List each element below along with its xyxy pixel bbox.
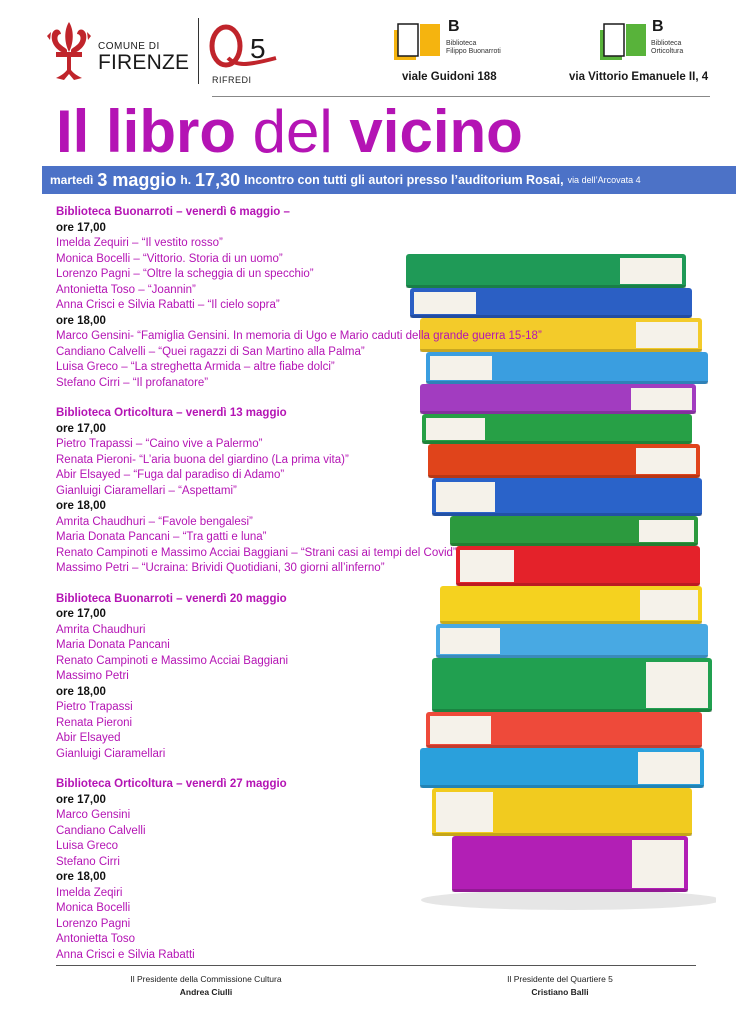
lib1-name-line1: Biblioteca (446, 40, 477, 47)
lib1-name-line2: Filippo Buonarroti (446, 48, 501, 55)
lib2-name-line1: Biblioteca (651, 40, 682, 47)
logo-divider (198, 18, 199, 84)
schedule (56, 205, 576, 978)
list-item: Gianluigi Ciaramellari (56, 747, 166, 760)
title-part2: del (252, 98, 333, 165)
list-item: Marco Gensini (56, 809, 131, 821)
signature-left-name: Andrea Ciulli (179, 987, 233, 997)
poster-title (56, 96, 523, 168)
slot-time: ore 17,00 (56, 793, 106, 806)
signature-right-role: Il Presidente del Quartiere 5 (507, 974, 613, 984)
lib2-address: via Vittorio Emanuele II, 4 (569, 71, 709, 83)
slot-time: ore 18,00 (56, 500, 106, 512)
comune-label: COMUNE DI (98, 41, 160, 52)
signature-right-name: Cristiano Balli (531, 987, 589, 997)
list-item: Amrita Chaudhuri – “Favole bengalesi” (56, 515, 253, 528)
section-3 (56, 592, 576, 763)
fleur-de-lis-logo (44, 18, 94, 86)
svg-text:5: 5 (250, 33, 266, 64)
biblioteca-buonarroti-logo (394, 22, 444, 62)
list-item: Monica Bocelli (56, 902, 131, 914)
list-item: Imelda Zequiri – “Il vestito rosso” (56, 237, 223, 249)
slot-time: ore 18,00 (56, 314, 106, 327)
list-item: Amrita Chaudhuri (56, 623, 146, 636)
list-item: Lorenzo Pagni (56, 917, 131, 930)
signature-left (96, 973, 316, 999)
list-item: Gianluigi Ciaramellari – “Aspettami” (56, 484, 237, 497)
section-title: Biblioteca Buonarroti – venerdì 20 maggio (56, 592, 287, 605)
list-item: Massimo Petri (56, 670, 129, 682)
comune-di-firenze-logo-text (98, 42, 189, 74)
lib1-address: viale Guidoni 188 (402, 71, 497, 83)
slot-time: ore 17,00 (56, 221, 106, 234)
banner-h: h. (180, 173, 192, 187)
section-4 (56, 777, 576, 963)
list-item: Imelda Zeqiri (56, 886, 123, 899)
section-title: Biblioteca Buonarroti – venerdì 6 maggio – (56, 206, 290, 218)
rifredi-label: RIFREDI (212, 75, 252, 85)
list-item: Renato Campinoti e Massimo Acciai Baggiani – “Strani casi ai tempi del Covid” (56, 546, 457, 559)
list-item: Marco Gensini- “Famiglia Gensini. In memoria di Ugo e Mario caduti della grande guerra 15-18” (56, 330, 542, 342)
list-item: Candiano Calvelli – “Quei ragazzi di San Martino alla Palma” (56, 345, 365, 358)
list-item: Monica Bocelli – “Vittorio. Storia di un uomo” (56, 252, 283, 265)
banner-text: Incontro con tutti gli autori presso l’auditorium Rosai, (244, 173, 564, 187)
list-item: Stefano Cirri (56, 855, 120, 868)
title-part1: Il libro (56, 98, 236, 165)
list-item: Abir Elsayed – “Fuga dal paradiso di Adamo” (56, 469, 285, 481)
list-item: Candiano Calvelli (56, 824, 146, 837)
list-item: Renata Pieroni (56, 716, 133, 729)
slot-time: ore 17,00 (56, 608, 106, 620)
slot-time: ore 17,00 (56, 422, 106, 435)
title-part3: vicino (349, 98, 523, 165)
event-banner (42, 166, 736, 194)
signature-right (460, 973, 660, 999)
list-item: Massimo Petri – “Ucraina: Brividi Quotidiani, 30 giorni all’inferno” (56, 562, 385, 574)
list-item: Pietro Trapassi – “Caino vive a Palermo” (56, 438, 263, 450)
list-item: Lorenzo Pagni – “Oltre la scheggia di un specchio” (56, 268, 314, 280)
list-item: Renato Campinoti e Massimo Acciai Baggiani (56, 654, 289, 667)
lib2-name (651, 40, 683, 56)
footer-rule (56, 965, 696, 966)
list-item: Renata Pieroni- “L’aria buona del giardino (La prima vita)” (56, 453, 349, 466)
list-item: Stefano Cirri – “Il profanatore” (56, 376, 209, 389)
list-item: Antonietta Toso – “Joannin” (56, 283, 196, 296)
banner-day: martedì (50, 173, 94, 187)
list-item: Anna Crisci e Silvia Rabatti – “Il cielo sopra” (56, 299, 280, 311)
banner-time: 17,30 (195, 169, 241, 190)
section-1 (56, 205, 576, 391)
section-title: Biblioteca Orticoltura – venerdì 27 maggio (56, 778, 287, 790)
banner-location: via dell’Arcovata 4 (567, 175, 641, 185)
slot-time: ore 18,00 (56, 871, 106, 883)
list-item: Maria Donata Pancani – “Tra gatti e luna” (56, 531, 267, 543)
firenze-label: FIRENZE (98, 51, 190, 74)
lib2-letter: B (652, 18, 664, 35)
section-2 (56, 406, 576, 577)
banner-date: 3 maggio (97, 169, 177, 190)
list-item: Luisa Greco – “La streghetta Armida – altre fiabe dolci” (56, 361, 335, 373)
list-item: Antonietta Toso (56, 933, 136, 945)
biblioteca-orticoltura-logo (600, 22, 650, 62)
lib1-letter: B (448, 18, 460, 35)
slot-time: ore 18,00 (56, 685, 106, 698)
q5-logo (206, 22, 278, 74)
list-item: Abir Elsayed (56, 732, 121, 744)
list-item: Pietro Trapassi (56, 701, 133, 713)
lib1-name (446, 40, 501, 56)
list-item: Maria Donata Pancani (56, 639, 170, 651)
signature-left-role: Il Presidente della Commissione Cultura (130, 974, 282, 984)
list-item: Anna Crisci e Silvia Rabatti (56, 948, 195, 961)
section-title: Biblioteca Orticoltura – venerdì 13 maggio (56, 407, 287, 419)
list-item: Luisa Greco (56, 840, 119, 852)
lib2-name-line2: Orticoltura (651, 48, 684, 55)
